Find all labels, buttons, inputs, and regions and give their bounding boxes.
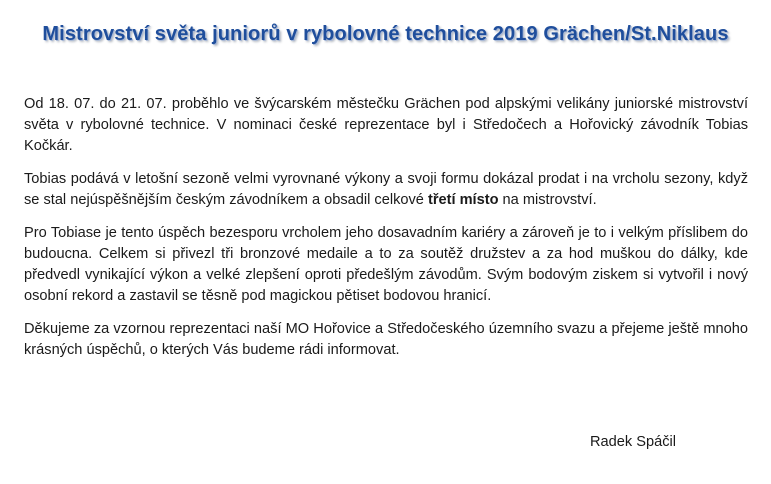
paragraph-result-after: na mistrovství. — [498, 192, 597, 208]
paragraph-career: Pro Tobiase je tento úspěch bezesporu vrcholem jeho dosavadním kariéry a zároveň je to i velkým příslibem do budoucna. Celkem si přivezl tři bronzové medaile a to za soutěž družstev a za hod muškou do dálky, kde předvedl vynikající výkon a velké zlepšení oproti předešlým závodům. Svým bodovým ziskem si vytvořil i nový osobní rekord a zastavil se těsně pod magickou pětiset bodovou hranicí. — [24, 225, 748, 304]
paragraph-result-before: Tobias podává v letošní sezoně velmi vyrovnané výkony a svoji formu dokázal prodat i na vrcholu sezony, když se stal nejúspěšnějším českým závodníkem a obsadil celkové — [24, 171, 748, 208]
page-title: Mistrovství světa juniorů v rybolovné technice 2019 Grächen/St.Niklaus — [42, 23, 729, 46]
author-signature: Radek Spáčil — [590, 434, 676, 450]
article-body — [24, 94, 748, 373]
paragraph-intro: Od 18. 07. do 21. 07. proběhlo ve švýcarském městečku Grächen pod alpskými velikány juniorské mistrovství světa v rybolovné technice. V nominaci české reprezentace byl i Středočech a Hořovický závodník Tobias Kočkár. — [24, 96, 748, 154]
paragraph-thanks: Děkujeme za vzornou reprezentaci naší MO Hořovice a Středočeského územního svazu a přejeme ještě mnoho krásných úspěchů, o kterých Vás budeme rádi informovat. — [24, 321, 748, 358]
result-highlight: třetí místo — [427, 192, 499, 208]
paragraph-result — [24, 169, 748, 211]
